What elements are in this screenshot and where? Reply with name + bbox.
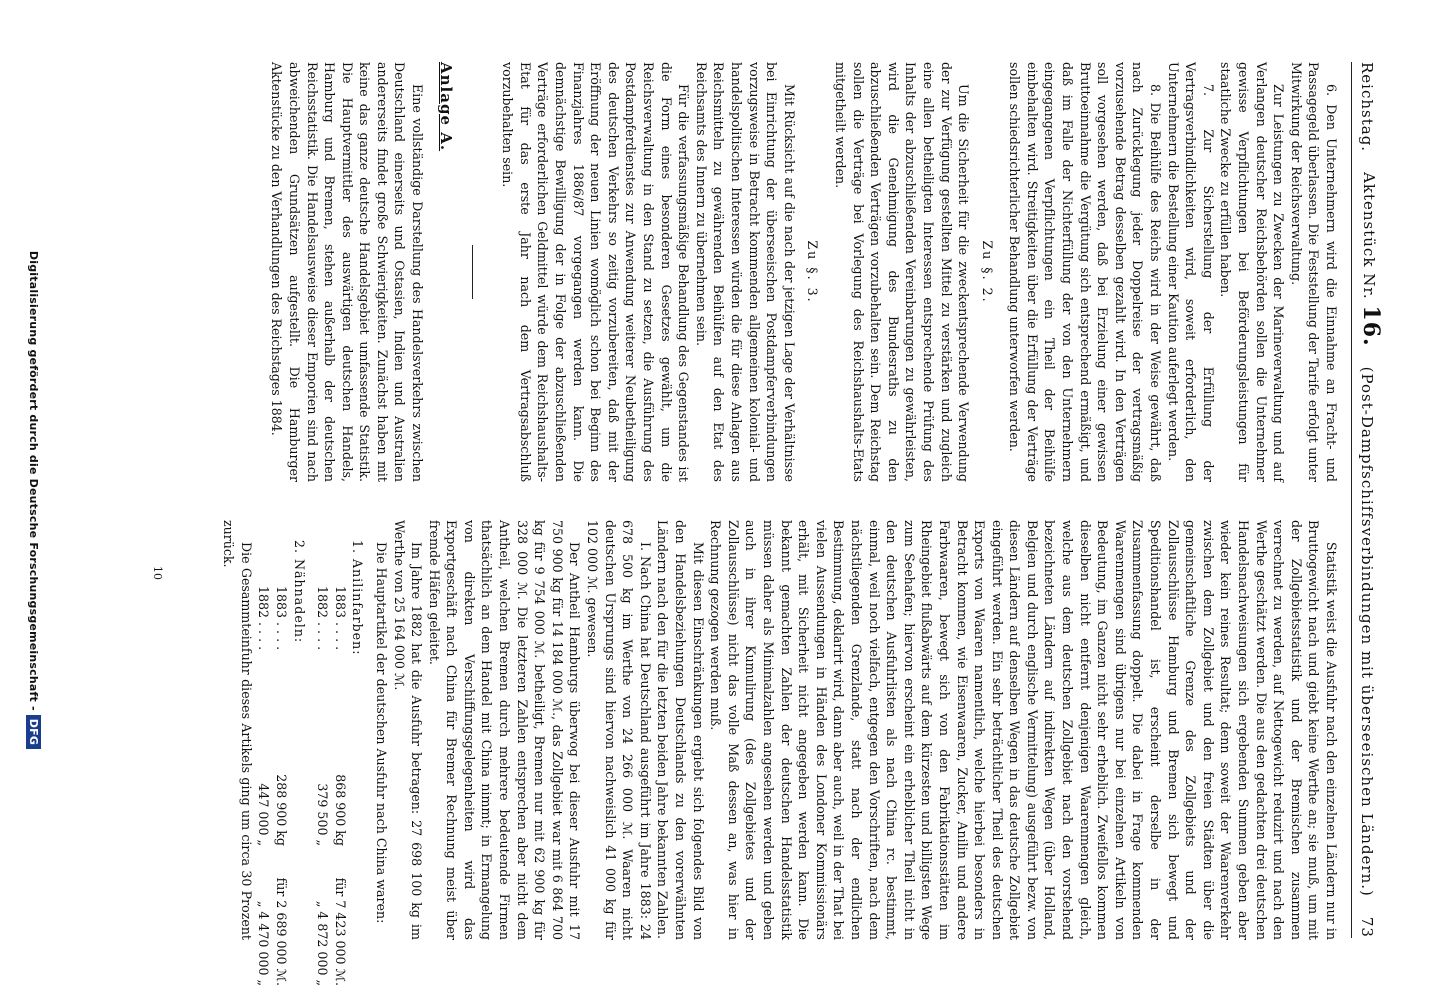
stat-row	[314, 586, 332, 986]
stat-row	[331, 586, 349, 986]
sheet-number: 10	[151, 566, 164, 580]
header-number: 16.	[1358, 305, 1384, 347]
paragraph: Um die Sicherheit für die zweckentsprechende Verwendung der zur Verfügung gestellten Mittel zu verstärken und zugleich eine allen betheiligten Interessen entsprechende Prüfung des Inhalts der abzuschließenden Vereinbarungen zu gewährleisten, wird die Genehmigung des Bundesraths zu den abzuschließenden Verträgen vorzubehalten sein. Dem Reichstag sollen die Verträge bei Vorlegung des Reichshaushalts-Etats mitgetheilt werden.	[832, 62, 972, 482]
paragraph: Eine vollständige Darstellung des Handelsverkehrs zwischen Deutschland einerseits und Ostasien, Indien und Australien andererseits findet große Schwierigkeiten. Zunächst haben mit keine das ganze deutsche Handelsgebiet umfassende Statistik. Die Hauptvermittler des auswärtigen deutschen Handels, Hamburg und Bremen, stehen außerhalb der deutschen Reichsstatistik. Die Handelsausweise dieser Emporien sind nach abweichenden Grundsätzen aufgestellt. Die Hamburger Aktenstücke zu den Verhandlungen des Reichstages 1884.	[269, 62, 426, 482]
paragraph: 8. Die Beihülfe des Reichs wird in der Weise gewährt, daß nach Zurücklegung jeder Doppelreise der vertragsmäßig vorzusehende Betrag desselben gezahlt wird. In den Verträgen soll vorgesehen werden, daß bei Erzielung einer gewissen Bruttoeinnahme die Vergütung sich entsprechend ermäßigt, und daß im Falle der Nichterfüllung der von den Unternehmern eingegangenen Verpflichtungen ein Theil der Beihülfe einbehalten wird. Streitigkeiten über die Erfüllung der Verträge sollen schiedsrichterlicher Behandlung unterworfen werden.	[1007, 62, 1164, 482]
paragraph: Mit diesen Einschränkungen ergiebt sich folgendes Bild von den Handelsbeziehungen Deutschlands zu den vorerwähnten Ländern nach den für die letzten beiden Jahre bekannten Zahlen.	[655, 520, 706, 940]
stat-row	[255, 586, 273, 986]
header-rule	[1351, 62, 1352, 938]
stat-kg: 379 500 „	[315, 783, 331, 846]
stat-row	[272, 586, 290, 986]
dfg-logo: DFG	[26, 715, 41, 749]
paragraph: Statistik weist die Ausfuhr nach den einzelnen Ländern nur in Bruttogewicht nach und giebt keine Werthe an; sie muß, um mit der Zollgebietsstatistik und der Bremischen zusammen verrechnet zu werden, auf Nettogewicht reduzirt und nach den Werthe geschätzt werden. Die aus den gedachten drei deutschen Handelsnachweisungen sich ergebenden Summen geben aber wieder kein reines Resultat; denn soweit der Waarenverkehr zwischen dem Zollgebiet und den freien Städten über die gemeinschaftliche Grenze des Zollgebiets und der Zollausschlüsse Hamburg und Bremen sich bewegt und Speditionshandel ist, erscheint derselbe in der Zusammenfassung doppelt. Die dabei in Frage kommenden Waarenmengen sind übrigens nur bei einzelnen Artikeln von Bedeutung, im Ganzen nicht sehr erheblich. Zweifellos kommen dieselben nicht entfernt denjenigen Waarenmengen gleich, welche aus dem deutschen Zollgebiet nach den vorstehend bezeichneten Ländern auf indirekten Wegen (über Holland, Belgien und durch englische Vermittelung) ausgeführt bezw. von diesen Ländern auf denselben Wegen in das deutsche Zollgebiet eingeführt werden. Ein sehr beträchtlicher Theil des deutschen Exports von Waaren namentlich, welche hierbei besonders in Betracht kommen, wie Eisenwaaren, Zucker, Anilin und andere Farbwaaren, bewegt sich von den Fabrikationsstätten im Rheingebiet flußabwärts auf dem kürzesten und billigsten Wege zum Seehafen; hiervon erscheint ein erheblicher Theil nicht in den deutschen Ausfuhrlisten als nach China rc. bestimmt, einmal, weil noch vielfach, entgegen den Vorschriften, nach dem nächstliegenden Grenzlande, statt nach der endlichen Bestimmung, deklarirt wird, dann aber auch, weil in der That bei vielen Aussendungen in Händen des Londoner Kommissionärs erhält, mit Sicherheit nicht angegeben werden kann. Die bekannt gemachten Zahlen der deutschen Handelsstatistik müssen daher als Minimalzahlen angesehen werden und geben auch in ihrer Kumulirung (des Zollgebietes und der Zollausschlüsse) nicht das volle Maß dessen an, was hier in Rechnung gezogen werden muß.	[708, 520, 1339, 940]
appendix-heading: Anlage A.	[436, 62, 455, 152]
left-column	[268, 62, 1340, 482]
paragraph: 7. Zur Sicherstellung der Erfüllung der Vertragsverbindlichkeiten wird, soweit erforderlich, den Unternehmern die Bestellung einer Kaution auferlegt werden.	[1165, 62, 1216, 482]
page-number: 73	[1358, 916, 1376, 938]
header-reichstag: Reichstag.	[1358, 62, 1376, 153]
stat-naehnadeln	[255, 540, 308, 986]
digitization-note	[27, 0, 40, 1000]
paragraph: Die Gesammteinfuhr dieses Artikels ging um circa 30 Prozent zurück.	[221, 520, 254, 940]
stat-year: 1883 . . . .	[332, 586, 348, 651]
paragraph: I. Nach China hat Deutschland ausgeführt im Jahre 1883: 24 678 500 kg im Werthe von 24 266 000 ℳ. Waaren nicht deutschen Ursprungs sind hiervon nachweislich 41 000 kg für 102 000 ℳ. gewesen.	[585, 520, 653, 940]
header-document-number	[1358, 172, 1384, 347]
paragraph: Der Antheil Hamburgs überwog bei dieser Ausfuhr mit 17 750 900 kg für 14 184 000 ℳ., das Zollgebiet war mit 6 864 700 kg für 9 754 000 ℳ. betheiligt, Bremen nur mit 62 900 kg für 328 000 ℳ. Die letzteren Zahlen entsprechen aber nicht dem Antheil, welchen Bremen durch mehrere bedeutende Firmen thatsächlich an dem Handel mit China nimmt; in Ermangelung von direkten Verschiffungsgelegenheiten wird das Exportgeschäft nach China für Bremer Rechnung meist über fremde Häfen geleitet.	[426, 520, 583, 940]
paragraph: Für die verfassungsmäßige Behandlung des Gegenstandes ist die Form eines besonderen Gesetzes gewählt, um die Reichsverwaltung in den Stand zu setzen, die Ausführung des Postdampferdienstes zur Anwendung weiterer Neubetheiligung des deutschen Verkehrs so zeitig vorzubereiten, daß mit der Eröffnung der neuen Linien womöglich schon bei Beginn des Finanzjahres 1886/87 vorgegangen werden kann. Die demnächstige Bewilligung der in Folge der abzuschließenden Verträge erforderlichen Geldmittel würde dem Reichshaushalts-Etat für das erste Jahr nach dem Vertragsabschluß vorzubehalten sein.	[500, 62, 692, 482]
header-title: (Post-Dampfschiffsverbindungen mit überseeischen Ländern.)	[1358, 366, 1376, 897]
digitization-text: Digitalisierung gefördert durch die Deutsche Forschungsgemeinschaft -	[27, 250, 40, 711]
header-prefix: Aktenstück Nr.	[1360, 172, 1378, 300]
stat-title: 2. Nähnadeln:	[291, 540, 307, 644]
stat-value: „ 4 872 000 „	[315, 900, 331, 986]
stat-kg: 447 000 „	[256, 783, 272, 846]
section-divider	[472, 245, 473, 299]
stat-title: 1. Anilinfarben:	[350, 540, 366, 656]
stat-year: 1882 . . . .	[256, 586, 272, 651]
page-header	[1358, 62, 1392, 938]
paragraph: 6. Den Unternehmern wird die Einnahme an Fracht- und Passagegeld überlassen. Die Feststellung der Tarife erfolgt unter Mitwirkung der Reichsverwaltung.	[1288, 62, 1339, 482]
stat-year: 1882 . . . .	[315, 586, 331, 651]
paragraph: Mit Rücksicht auf die nach der jetzigen Lage der Verhältnisse bei Einrichtung der überseeischen Postdampferverbindungen vorzugsweise in Betracht kommenden allgemeinen kolonial- und handelspolitischen Interessen würden die für diese Anlagen aus Reichsmitteln zu gewährenden Beihülfen auf den Etat des Reichsamts des Innern zu übernehmen sein.	[693, 62, 797, 482]
stat-value: für 7 423 000 ℳ.	[332, 877, 348, 986]
paragraph: Die Hauptartikel der deutschen Ausfuhr nach China waren:	[373, 542, 389, 924]
right-column	[220, 520, 1340, 986]
stat-kg: 868 900 kg	[332, 774, 348, 846]
section-heading: Zu §. 3.	[805, 240, 821, 304]
stat-year: 1883 . . . .	[273, 586, 289, 651]
paragraph: Zur Leistungen zu Zwecken der Marineverwaltung und auf Verlangen deutscher Reichsbehörden sollen die Unternehmer gewisse Verpflichtungen bei Beförderungsleistungen für staatliche Zwecke zu erfüllen haben.	[1218, 62, 1287, 482]
stat-value: „ 4 470 000 „	[256, 900, 272, 986]
stat-value: für 2 689 000 ℳ.	[273, 877, 289, 986]
section-heading: Zu §. 2.	[979, 240, 995, 304]
paragraph: Im Jahre 1882 hat die Ausfuhr betragen: 27 698 100 kg im Werthe von 25 164 000 ℳ.	[391, 520, 425, 940]
stat-kg: 288 900 kg	[273, 774, 289, 846]
stat-anilinfarben	[314, 540, 367, 986]
